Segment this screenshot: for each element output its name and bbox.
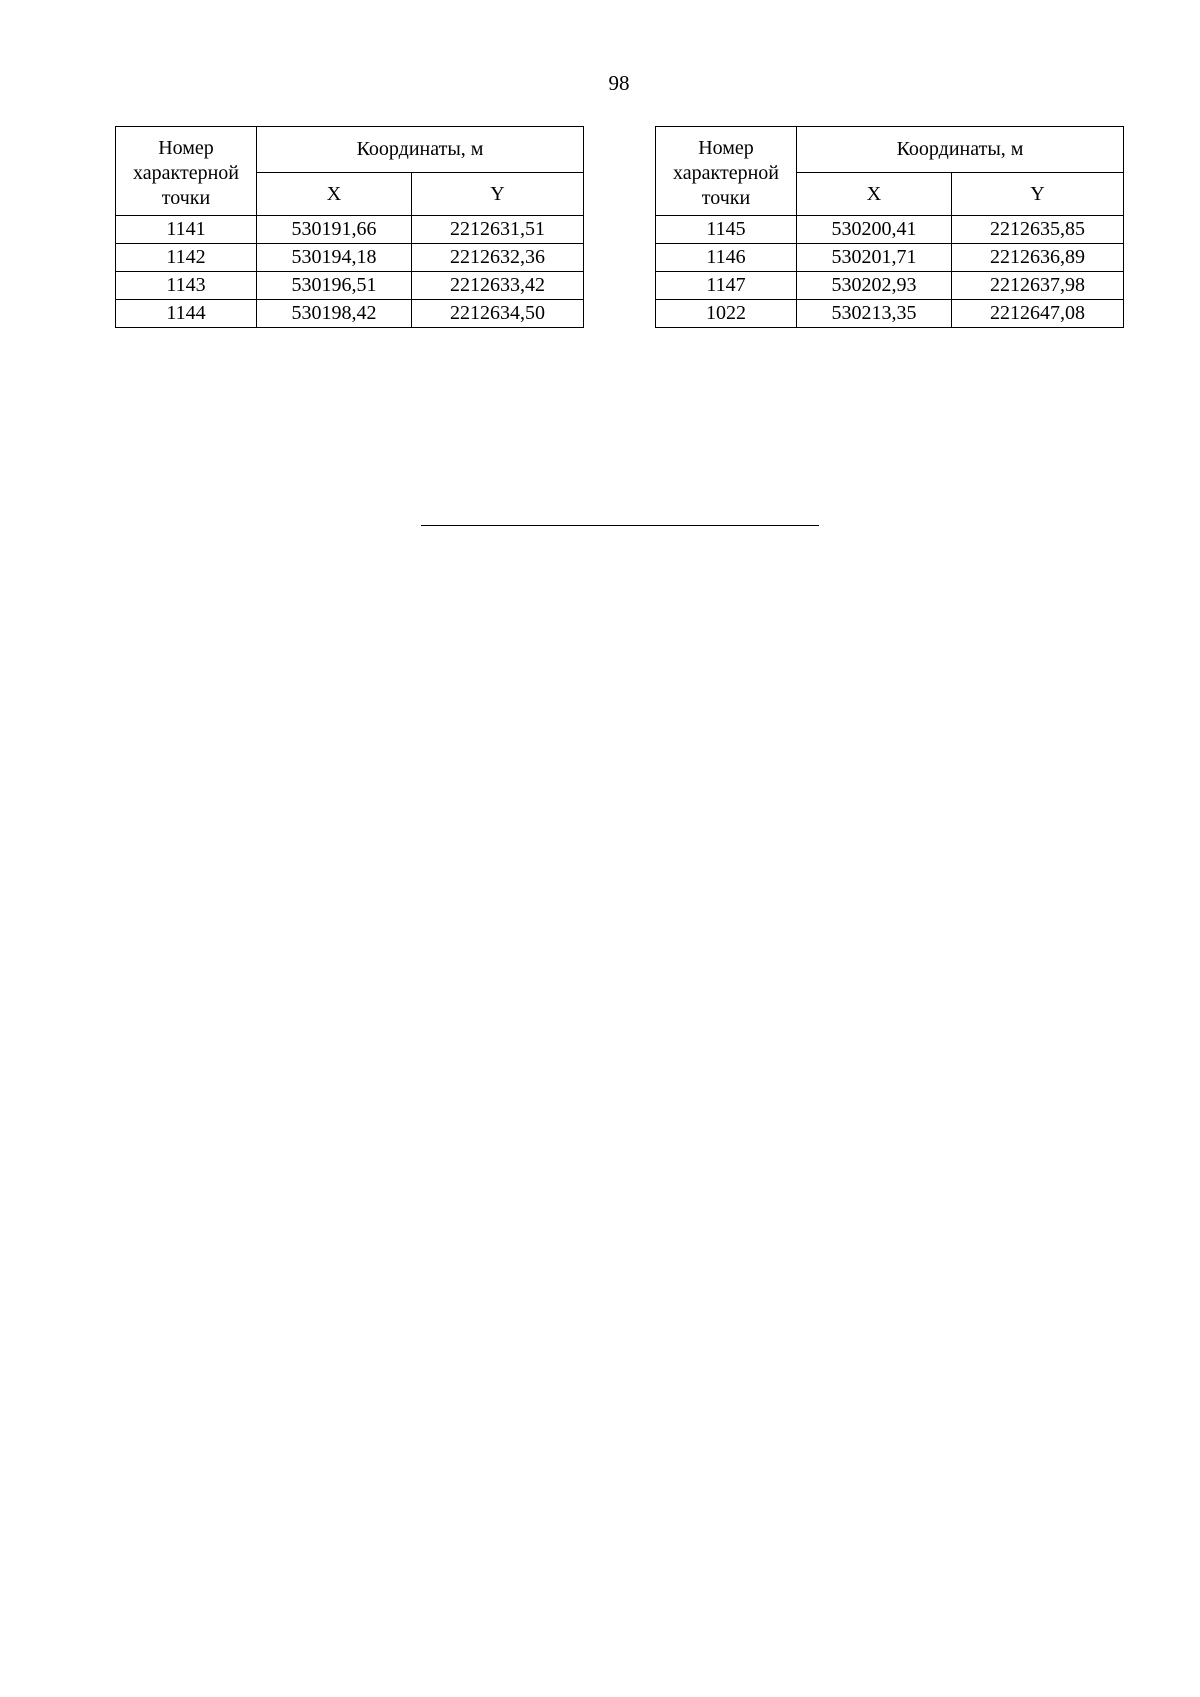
table-row	[116, 216, 584, 244]
point-number-header: Номер характерной точки	[116, 127, 257, 216]
y-value-cell: 2212631,51	[412, 216, 584, 244]
point-number-cell: 1147	[656, 272, 797, 300]
x-value-cell: 530213,35	[797, 300, 952, 328]
table-row	[116, 244, 584, 272]
x-value-cell: 530194,18	[257, 244, 412, 272]
y-value-cell: 2212637,98	[952, 272, 1124, 300]
y-column-header: Y	[412, 173, 584, 216]
point-number-header: Номер характерной точки	[656, 127, 797, 216]
table-row	[656, 216, 1124, 244]
point-number-cell: 1145	[656, 216, 797, 244]
x-value-cell: 530201,71	[797, 244, 952, 272]
x-value-cell: 530196,51	[257, 272, 412, 300]
y-value-cell: 2212636,89	[952, 244, 1124, 272]
coordinates-header: Координаты, м	[257, 127, 584, 173]
table-row	[116, 272, 584, 300]
x-value-cell: 530191,66	[257, 216, 412, 244]
y-column-header: Y	[952, 173, 1124, 216]
coordinates-header: Координаты, м	[797, 127, 1124, 173]
y-value-cell: 2212635,85	[952, 216, 1124, 244]
table-row	[656, 300, 1124, 328]
y-value-cell: 2212632,36	[412, 244, 584, 272]
x-value-cell: 530202,93	[797, 272, 952, 300]
point-number-cell: 1141	[116, 216, 257, 244]
x-column-header: X	[257, 173, 412, 216]
end-divider-line	[421, 525, 819, 526]
x-value-cell: 530200,41	[797, 216, 952, 244]
point-number-cell: 1144	[116, 300, 257, 328]
point-number-cell: 1022	[656, 300, 797, 328]
table-row	[656, 244, 1124, 272]
table-row	[116, 300, 584, 328]
coordinates-table-left	[115, 126, 584, 328]
coordinates-table-right	[655, 126, 1124, 328]
point-number-cell: 1142	[116, 244, 257, 272]
y-value-cell: 2212633,42	[412, 272, 584, 300]
y-value-cell: 2212634,50	[412, 300, 584, 328]
x-value-cell: 530198,42	[257, 300, 412, 328]
point-number-cell: 1146	[656, 244, 797, 272]
x-column-header: X	[797, 173, 952, 216]
point-number-cell: 1143	[116, 272, 257, 300]
table-row	[656, 272, 1124, 300]
page-number: 98	[608, 71, 630, 95]
y-value-cell: 2212647,08	[952, 300, 1124, 328]
